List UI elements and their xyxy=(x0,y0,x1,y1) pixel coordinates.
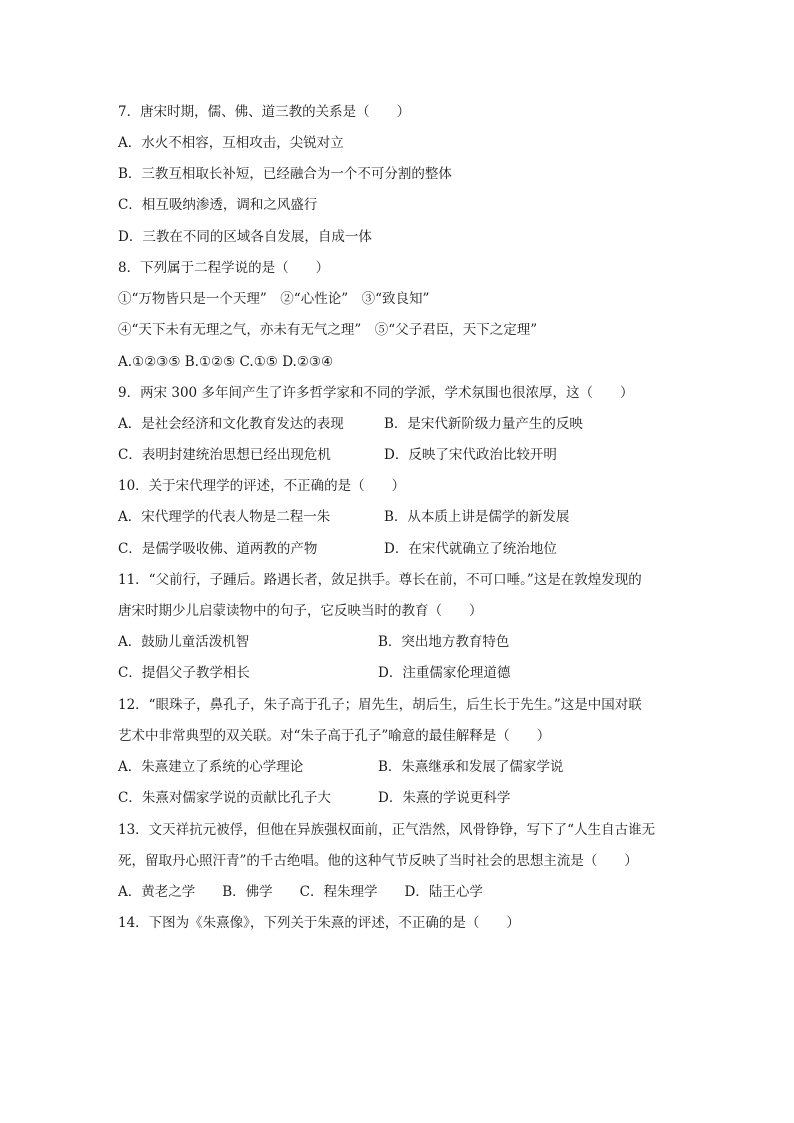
q11-row1 xyxy=(118,632,698,652)
q11-option-c: C．提倡父子教学相长 xyxy=(118,665,250,681)
q8-stem: 8．下列属于二程学说的是（ ） xyxy=(118,260,330,276)
q10-option-d: D．在宋代就确立了统治地位 xyxy=(384,541,557,557)
q9-row2 xyxy=(118,445,698,465)
q9-option-a: A．是社会经济和文化教育发达的表现 xyxy=(118,416,344,432)
q12-stem-line1: 12．“眼珠子，鼻孔子，朱子高于孔子；眉先生，胡后生，后生长于先生。”这是中国对联 xyxy=(118,697,642,713)
q7-option-d: D．三教在不同的区域各自发展，自成一体 xyxy=(118,229,372,245)
q10-option-b: B．从本质上讲是儒学的新发展 xyxy=(384,509,570,525)
q9-stem: 9．两宋 300 多年间产生了许多哲学家和不同的学派，学术氛围也很浓厚，这（ ） xyxy=(118,385,634,401)
q12-option-a: A．朱熹建立了系统的心学理论 xyxy=(118,759,304,775)
q14-stem: 14．下图为《朱熹像》，下列关于朱熹的评述，不正确的是（ ） xyxy=(118,915,520,931)
q9-option-c: C．表明封建统治思想已经出现危机 xyxy=(118,447,331,463)
q9-option-b: B．是宋代新阶级力量产生的反映 xyxy=(384,416,583,432)
q13-stem-line2: 死，留取丹心照汗青”的千古绝唱。他的这种气节反映了当时社会的思想主流是（ ） xyxy=(118,853,638,869)
q7-option-c: C．相互吸纳渗透，调和之风盛行 xyxy=(118,197,318,213)
q10-stem: 10．关于宋代理学的评述，不正确的是（ ） xyxy=(118,478,406,494)
q13-stem-line1: 13．文天祥抗元被俘，但他在异族强权面前，正气浩然，风骨铮铮，写下了“人生自古谁无 xyxy=(118,822,656,838)
q12-option-b: B．朱熹继承和发展了儒家学说 xyxy=(378,759,564,775)
q10-row1 xyxy=(118,507,698,527)
q11-stem-line2: 唐宋时期少儿启蒙读物中的句子，它反映当时的教育（ ） xyxy=(118,603,483,619)
q11-option-a: A．鼓励儿童活泼机智 xyxy=(118,634,250,650)
q12-row1 xyxy=(118,757,698,777)
q7-option-b: B．三教互相取长补短，已经融合为一个不可分割的整体 xyxy=(118,166,452,182)
q11-option-b: B．突出地方教育特色 xyxy=(378,634,510,650)
q8-items-line2: ④“天下未有无理之气，亦未有无气之理” ⑤“父子君臣，天下之定理” xyxy=(118,322,538,338)
q12-option-c: C．朱熹对儒家学说的贡献比孔子大 xyxy=(118,790,331,806)
q9-option-d: D．反映了宋代政治比较开明 xyxy=(384,447,557,463)
q13-options: A．黄老之学 B．佛学 C．程朱理学 D．陆王心学 xyxy=(118,884,483,900)
q10-option-c: C．是儒学吸收佛、道两教的产物 xyxy=(118,541,318,557)
q12-stem-line2: 艺术中非常典型的双关联。对“朱子高于孔子”喻意的最佳解释是（ ） xyxy=(118,728,551,744)
q12-row2 xyxy=(118,788,698,808)
q7-option-a: A．水火不相容，互相攻击，尖锐对立 xyxy=(118,135,344,151)
q11-stem-line1: 11．“父前行，子踵后。路遇长者，敛足拱手。尊长在前，不可口唾。”这是在敦煌发现的 xyxy=(118,572,642,588)
q11-row2 xyxy=(118,663,698,683)
q10-option-a: A．宋代理学的代表人物是二程一朱 xyxy=(118,509,331,525)
q12-option-d: D．朱熹的学说更科学 xyxy=(378,790,511,806)
q8-options: A.①②③⑤ B.①②⑤ C.①⑤ D.②③④ xyxy=(118,354,334,370)
q9-row1 xyxy=(118,414,698,434)
q10-row2 xyxy=(118,539,698,559)
q7-stem: 7．唐宋时期，儒、佛、道三教的关系是（ ） xyxy=(118,104,411,120)
q11-option-d: D．注重儒家伦理道德 xyxy=(378,665,511,681)
q8-items-line1: ①“万物皆只是一个天理” ②“心性论” ③“致良知” xyxy=(118,291,430,307)
